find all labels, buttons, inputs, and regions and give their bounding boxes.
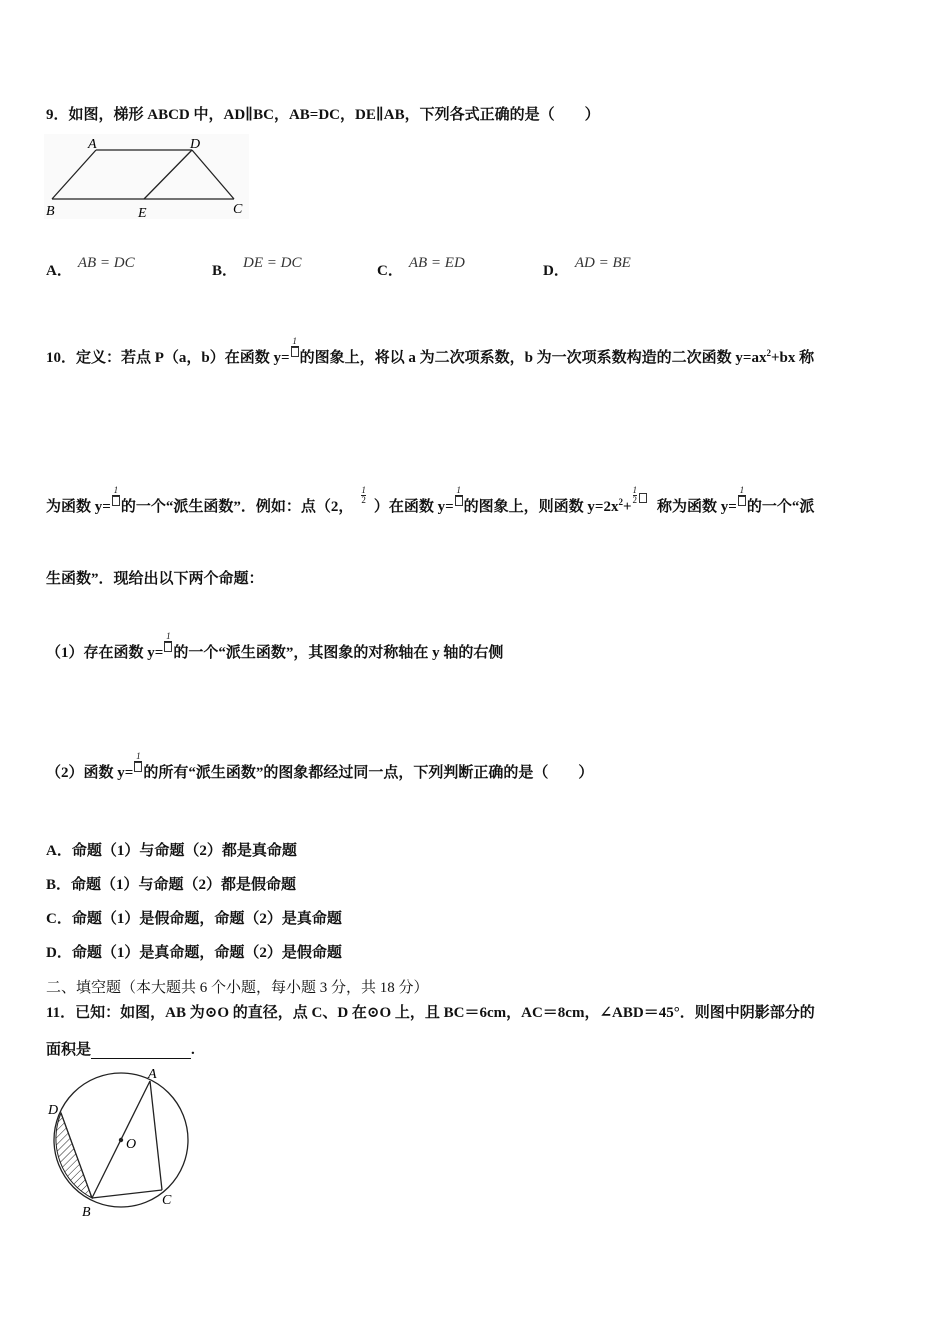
text: 的一个“派生函数”．例如：点（2， (120, 499, 354, 516)
q10-option-c[interactable]: C．命题（1）是假命题，命题（2）是真命题 (46, 911, 342, 927)
fraction (134, 752, 142, 772)
label-D: D (48, 1103, 59, 1118)
answer-blank[interactable] (91, 1044, 191, 1059)
label-A: A (148, 1067, 157, 1082)
frac-den: 2 (361, 495, 366, 506)
q10-option-b[interactable]: B．命题（1）与命题（2）都是假命题 (46, 877, 297, 893)
fraction (164, 632, 172, 652)
option-label: A． (46, 263, 72, 279)
q10-proposition-2 (46, 752, 593, 782)
q10-proposition-1 (46, 632, 503, 662)
text: . (191, 1042, 195, 1058)
text: 10．定义：若点 P（a，b）在函数 y= (46, 350, 290, 367)
option-expr: AB = DC (77, 255, 135, 271)
placeholder-box (291, 347, 299, 357)
fraction (112, 486, 120, 506)
frac-num: 1 (361, 485, 366, 496)
placeholder-box (738, 496, 746, 506)
option-label: C． (377, 263, 403, 279)
q9-option-b[interactable] (212, 255, 302, 280)
q11-stem: 11．已知：如图，AB 为⊙O 的直径，点 C、D 在⊙O 上，且 BC＝6cm，AC＝8cm，∠ABD＝45°．则图中阴影部分的 (46, 1005, 815, 1021)
frac-num: 1 (166, 631, 171, 641)
frac-num: 1 (292, 336, 297, 346)
text: +bx 称 (770, 350, 815, 367)
q9-option-c[interactable] (377, 255, 465, 280)
frac-num: 1 (739, 485, 745, 495)
circle-figure (40, 1062, 200, 1222)
frac-num: 1 (632, 485, 638, 496)
q10-line1 (46, 337, 814, 367)
q9-option-d[interactable] (543, 255, 631, 280)
placeholder-box (164, 642, 172, 652)
fraction (455, 486, 463, 506)
placeholder-box (455, 496, 463, 506)
option-label: B． (212, 263, 238, 279)
placeholder-box (112, 496, 120, 506)
superscript: 2 (766, 348, 771, 359)
option-label: D． (543, 263, 569, 279)
option-expr: AD = BE (574, 255, 631, 271)
q9-option-a[interactable] (46, 255, 135, 280)
label-C: C (233, 202, 243, 217)
label-E: E (138, 206, 147, 221)
fraction (738, 486, 746, 506)
text: （2）函数 y= (46, 765, 134, 782)
label-C: C (162, 1193, 172, 1208)
label-D: D (190, 137, 201, 152)
frac-num: 1 (456, 485, 461, 495)
option-expr: DE = DC (243, 255, 302, 271)
q10-option-a[interactable]: A．命题（1）与命题（2）都是真命题 (46, 843, 297, 859)
text: 面积是 (46, 1042, 92, 1058)
label-B: B (82, 1205, 91, 1220)
frac-num: 1 (136, 751, 141, 761)
label-O: O (126, 1137, 137, 1152)
section-heading: 二、填空题（本大题共 6 个小题，每小题 3 分，共 18 分） (46, 980, 429, 996)
placeholder-box (639, 493, 647, 503)
frac-num: 1 (113, 485, 119, 495)
q10-line3: 生函数”．现给出以下两个命题： (46, 571, 264, 587)
text: ）在函数 y= (373, 499, 454, 516)
q10-option-d[interactable]: D．命题（1）是真命题，命题（2）是假命题 (46, 945, 342, 961)
q9-stem: 9．如图，梯形 ABCD 中，AD∥BC，AB=DC，DE∥AB，下列各式正确的是（ ） (46, 107, 600, 123)
text: 称为函数 y= (657, 499, 737, 516)
q11-stem-line2 (46, 1038, 195, 1059)
placeholder-box (134, 762, 142, 772)
fraction-half (633, 486, 638, 505)
text: 为函数 y= (46, 499, 111, 516)
option-expr: AB = ED (408, 255, 465, 271)
superscript: 2 (618, 497, 623, 508)
text: 的一个“派 (746, 499, 815, 516)
label-B: B (46, 204, 55, 219)
text: + (622, 499, 632, 516)
text: （1）存在函数 y= (46, 645, 164, 662)
fraction (291, 337, 299, 357)
text: 的一个“派生函数”，其图象的对称轴在 y 轴的右侧 (173, 645, 504, 662)
q10-line2 (46, 486, 814, 516)
label-A: A (88, 137, 97, 152)
text: 的图象上，则函数 y=2x (463, 499, 619, 516)
frac-den: 2 (632, 495, 638, 506)
text: 的图象上，将以 a 为二次项系数，b 为一次项系数构造的二次函数 y=ax (299, 350, 767, 367)
text: 的所有“派生函数”的图象都经过同一点，下列判断正确的是（ ） (143, 765, 594, 782)
trapezoid-figure (44, 134, 254, 224)
fraction-half (361, 486, 366, 505)
